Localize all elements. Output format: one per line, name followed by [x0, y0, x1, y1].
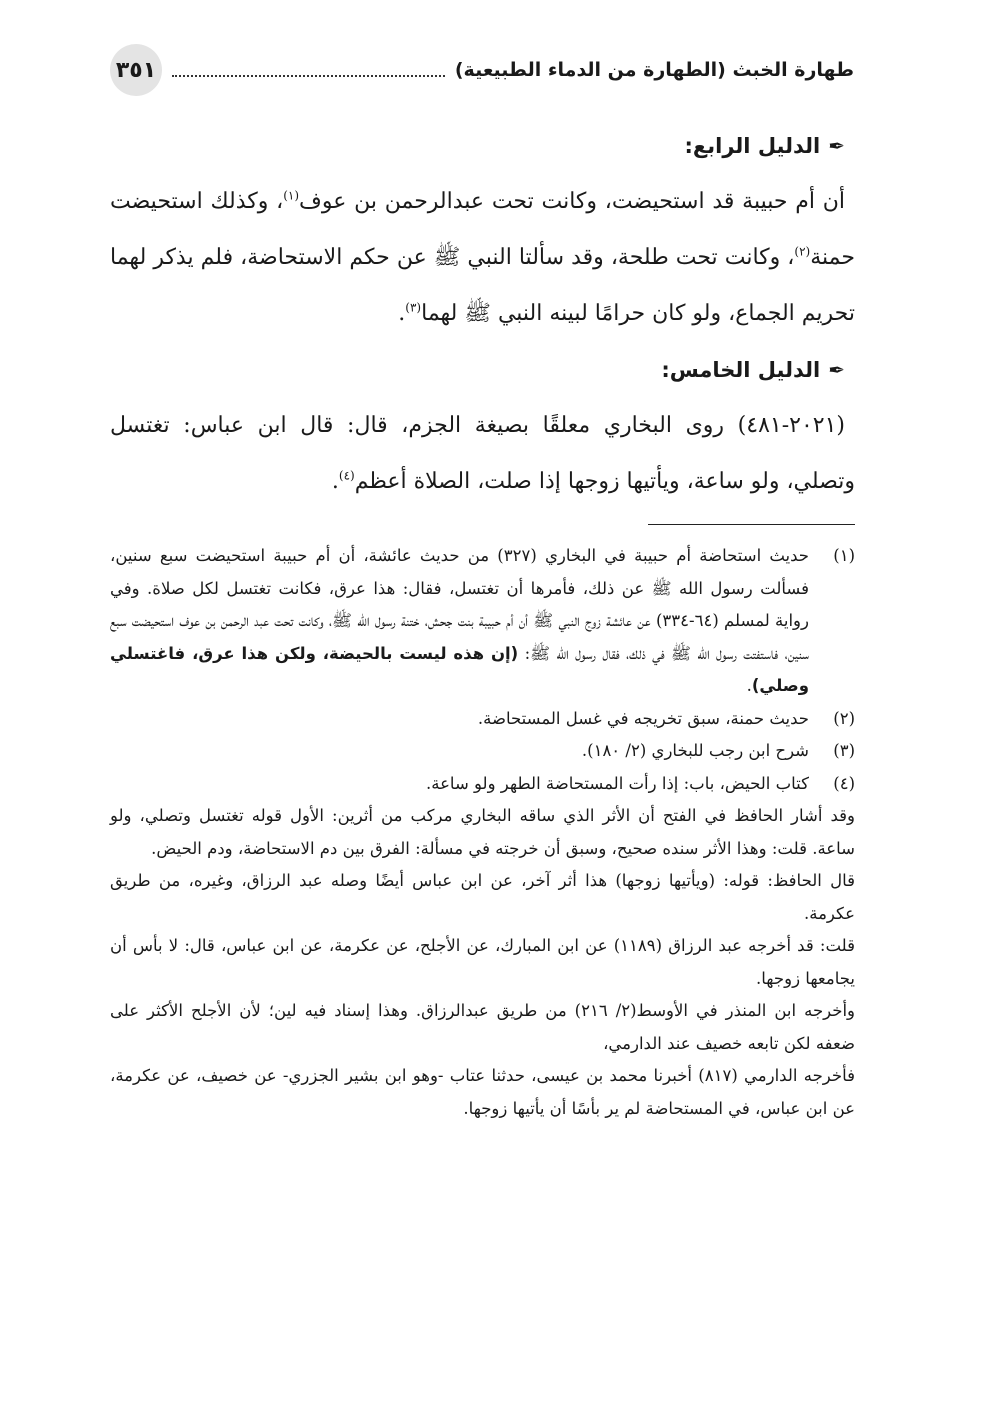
footnote-4: (٤) كتاب الحيض، باب: إذا رأت المستحاضة الطهر ولو ساعة. — [110, 768, 855, 801]
page-header — [110, 42, 854, 98]
footnotes — [110, 540, 855, 1125]
footnote-ref-2[interactable]: (٢) — [794, 244, 811, 259]
running-title: طهارة الخبث (الطهارة من الدماء الطبيعية) — [454, 59, 854, 81]
footnote-ref-4[interactable]: (٤) — [338, 468, 355, 483]
footnote-4-continuation: فأخرجه الدارمي (٨١٧) أخبرنا محمد بن عيسى، حدثنا عتاب -وهو ابن بشير الجزري- عن خصيف، عن عكرمة، عن ابن عباس، في المستحاضة لم ير بأسًا أن يأتيها زوجها. — [110, 1066, 855, 1118]
section-heading-fourth: ✒الدليل الرابع: — [684, 134, 845, 158]
footnote-number: (١) — [833, 546, 855, 565]
footnote-number: (٣) — [833, 741, 855, 760]
footnote-ref-1[interactable]: (١) — [283, 188, 300, 203]
footnote-separator — [648, 524, 855, 525]
paragraph-fifth: (٢٠٢١-٤٨١) روى البخاري معلقًا بصيغة الجزم، قال: قال ابن عباس: تغتسل وتصلي، ولو ساعة، ويأتيها زوجها إذا صلت، الصلاة أعظم$^{(٤)}$. — [110, 413, 855, 494]
pen-nib-icon: ✒ — [828, 358, 845, 382]
paragraph-fourth: أن أم حبيبة قد استحيضت، وكانت تحت عبدالرحمن بن عوف$^{(١)}$، وكذلك استحيضت حمنة$^{(٢)}$، وكانت تحت طلحة، وقد سألتا النبي ﷺ عن حكم الاستحاضة، فلم يذكر لهما تحريم الجماع، ولو كان حرامًا لبينه النبي ﷺ لهما$^{(٣)}$. — [110, 188, 855, 326]
header-dotted-leader — [172, 75, 445, 77]
pen-nib-icon: ✒ — [828, 134, 845, 158]
footnote-4-continuation: قلت: قد أخرجه عبد الرزاق (١١٨٩) عن ابن المبارك، عن الأجلح، عن عكرمة، عن ابن عباس، قال: لا بأس أن يجامعها زوجها. — [110, 936, 856, 988]
footnote-3: (٣) شرح ابن رجب للبخاري (٢/ ١٨٠). — [110, 735, 855, 768]
footnote-4-continuation: وقد أشار الحافظ في الفتح أن الأثر الذي ساقه البخاري مركب من أثرين: الأول قوله تغتسل وتصلي، ولو ساعة. قلت: وهذا الأثر سنده صحيح، وسبق أن خرجته في مسألة: الفرق بين دم الاستحاضة، ودم الحيض. — [110, 806, 855, 858]
main-text — [110, 118, 855, 510]
footnote-ref-3[interactable]: (٣) — [405, 300, 422, 315]
hadith-quote: (إن هذه ليست بالحيضة، ولكن هذا عرق، فاغتسلي وصلي) — [110, 643, 809, 695]
footnote-2: (٢) حديث حمنة، سبق تخريجه في غسل المستحاضة. — [110, 703, 855, 736]
footnote-number: (٤) — [833, 773, 855, 793]
footnote-4-continuation: قال الحافظ: قوله: (ويأتيها زوجها) هذا أثر آخر، عن ابن عباس أيضًا وصله عبد الرزاق، وغيره، من طريق عكرمة. — [110, 871, 855, 923]
section-heading-fifth: ✒الدليل الخامس: — [661, 358, 845, 382]
footnote-number: (٢) — [833, 708, 855, 728]
footnote-4-continuation: وأخرجه ابن المنذر في الأوسط(٢/ ٢١٦) من طريق عبدالرزاق. وهذا إسناد فيه لين؛ لأن الأجلح الأكثر على ضعفه لكن تابعه خصيف عند الدارمي، — [110, 1001, 855, 1053]
page-number-badge: ٣٥١ — [110, 44, 162, 96]
footnote-1: (١) حديث استحاضة أم حبيبة في البخاري (٣٢٧) من حديث عائشة، أن أم حبيبة استحيضت سبع سنين، فسألت رسول الله ﷺ عن ذلك، فأمرها أن تغتسل، فقال: هذا عرق، فكانت تغتسل لكل صلاة. وفي رواية لمسلم (٦٤-٣٣٤) عن عائشة زوج النبي ﷺ أن أم حبيبة بنت جحش، ختنة رسول الله ﷺ، وكانت تحت عبد الرحمن بن عوف استحيضت سبع سنين، فاستفتت رسول الله ﷺ في ذلك، فقال رسول الله ﷺ: (إن هذه ليست بالحيضة، ولكن هذا عرق، فاغتسلي وصلي). — [110, 540, 855, 703]
